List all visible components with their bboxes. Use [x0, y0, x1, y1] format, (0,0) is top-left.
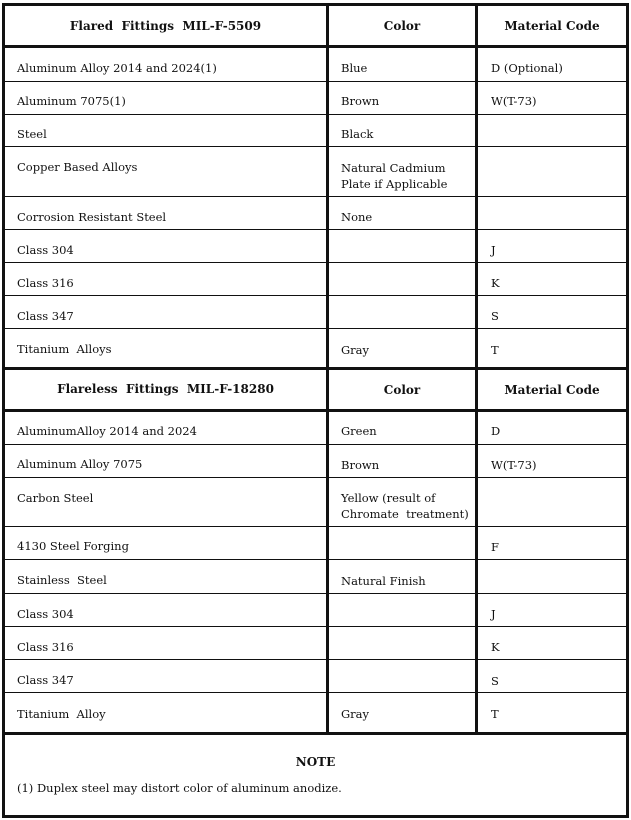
rule	[2, 114, 629, 115]
column-divider-1a	[326, 3, 329, 369]
rule	[2, 477, 629, 478]
material-name: Corrosion Resistant Steel	[17, 210, 167, 224]
material-name: Class 316	[17, 640, 74, 654]
column-divider-2b	[475, 369, 478, 733]
material-name: Carbon Steel	[17, 491, 94, 505]
rule-header1-bottom	[2, 45, 629, 48]
rule	[2, 295, 629, 296]
material-color: Gray	[341, 707, 370, 721]
material-code: J	[491, 243, 496, 257]
rule	[2, 593, 629, 594]
material-color: None	[341, 210, 373, 224]
rule	[2, 626, 629, 627]
material-code: D	[491, 424, 501, 438]
material-code: D (Optional)	[491, 61, 563, 75]
material-name: 4130 Steel Forging	[17, 539, 129, 553]
material-code: K	[491, 640, 500, 654]
material-code: J	[491, 607, 496, 621]
rule	[2, 526, 629, 527]
material-name: Stainless Steel	[17, 573, 107, 587]
material-code: W(T-73)	[491, 94, 537, 108]
section2-header-color: Color	[383, 383, 421, 397]
material-name: Class 304	[17, 243, 74, 257]
material-color: Natural Cadmium Plate if Applicable	[341, 161, 448, 191]
material-color: Natural Finish	[341, 574, 426, 588]
material-code: K	[491, 276, 500, 290]
material-name: Titanium Alloys	[17, 342, 112, 356]
rule	[2, 444, 629, 445]
material-name: Class 316	[17, 276, 74, 290]
material-color: Blue	[341, 61, 368, 75]
rule	[2, 146, 629, 147]
rule-section2-bottom	[2, 732, 629, 735]
material-code: S	[491, 674, 499, 688]
column-divider-1b	[326, 369, 329, 733]
section1-header-code: Material Code	[504, 19, 600, 33]
material-name: Class 347	[17, 309, 74, 323]
column-divider-2a	[475, 3, 478, 369]
material-name: Aluminum Alloy 2014 and 2024(1)	[17, 61, 217, 75]
material-name: Aluminum 7075(1)	[17, 94, 126, 108]
section1-header-color: Color	[383, 19, 421, 33]
section2-header-code: Material Code	[504, 383, 600, 397]
material-code: S	[491, 309, 499, 323]
material-code: T	[491, 343, 499, 357]
section2-header-name: Flareless Fittings MIL-F-18280	[57, 382, 274, 396]
material-color: Black	[341, 127, 374, 141]
note-title: NOTE	[295, 755, 336, 769]
note-text: (1) Duplex steel may distort color of aluminum anodize.	[17, 781, 342, 795]
rule	[2, 196, 629, 197]
rule	[2, 559, 629, 560]
material-color: Brown	[341, 94, 380, 108]
rule-bottom	[2, 815, 629, 818]
material-name: Aluminum Alloy 7075	[17, 457, 143, 471]
rule	[2, 692, 629, 693]
material-name: Steel	[17, 127, 47, 141]
material-color: Yellow (result of Chromate treatment)	[341, 491, 469, 521]
material-name: Copper Based Alloys	[17, 160, 138, 174]
material-name: AluminumAlloy 2014 and 2024	[17, 424, 197, 438]
material-code: F	[491, 540, 499, 554]
rule	[2, 229, 629, 230]
rule	[2, 328, 629, 329]
material-code: T	[491, 707, 499, 721]
material-name: Titanium Alloy	[17, 707, 106, 721]
rule	[2, 262, 629, 263]
section1-header-name: Flared Fittings MIL-F-5509	[69, 19, 262, 33]
material-color: Gray	[341, 343, 370, 357]
rule	[2, 659, 629, 660]
material-code: W(T-73)	[491, 458, 537, 472]
rule-section1-bottom	[2, 367, 629, 370]
material-name: Class 304	[17, 607, 74, 621]
material-color: Green	[341, 424, 377, 438]
rule	[2, 81, 629, 82]
material-name: Class 347	[17, 673, 74, 687]
rule-top	[2, 3, 629, 6]
material-color: Brown	[341, 458, 380, 472]
rule-header2-bottom	[2, 409, 629, 412]
